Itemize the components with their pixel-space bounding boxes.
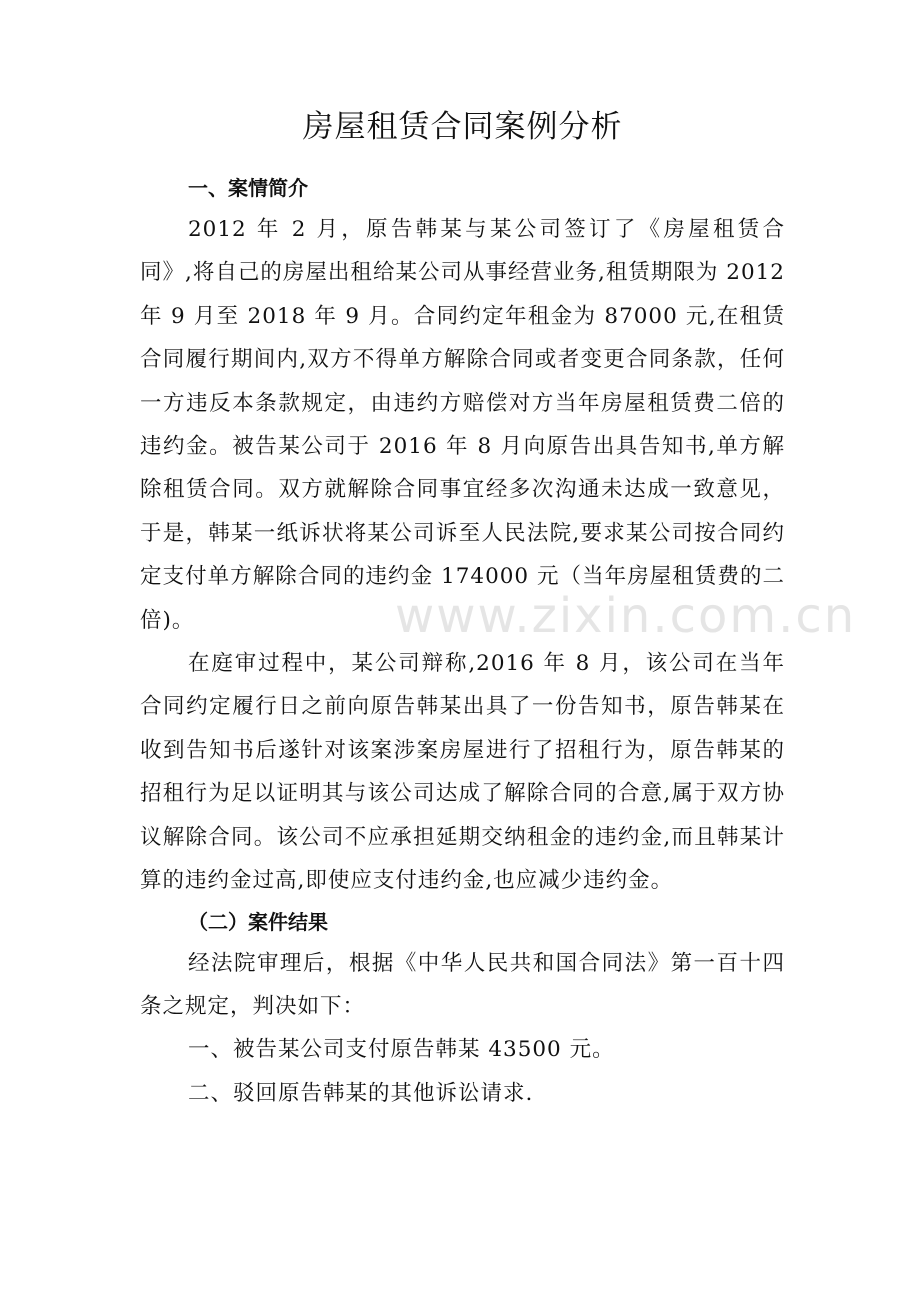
section-heading-case-summary: 一、案情简介 — [188, 176, 308, 200]
paragraph: 一、被告某公司支付原告韩某 43500 元。 — [188, 1037, 615, 1063]
document-page — [140, 100, 785, 1115]
section-heading-case-result: （二）案件结果 — [188, 909, 328, 934]
watermark: www.zixin.com.cn — [395, 588, 857, 644]
paragraph: 2012 年 2 月，原告韩某与某公司签订了《房屋租赁合同》,将自己的房屋出租给某公司从事经营业务,租赁期限为 2012 年 9 月至 2018 年 9 月。合同约定年租金为 87000 元,在租赁合同履行期间内,双方不得单方解除合同或者变更合同条款，任何一方违反本条款规定，由违约方赔偿对方当年房屋租赁费二倍的违约金。被告某公司于 2016 年 8 月向原告出具告知书,单方解除租赁合同。双方就解除合同事宜经多次沟通未达成一致意见，于是，韩某一纸诉状将某公司诉至人民法院,要求某公司按合同约定支付单方解除合同的违约金 174000 元（当年房屋租赁费的二倍)。 — [140, 217, 785, 633]
paragraph: 在庭审过程中，某公司辩称,2016 年 8 月，该公司在当年合同约定履行日之前向原告韩某出具了一份告知书，原告韩某在收到告知书后遂针对该案涉案房屋进行了招租行为，原告韩某的招租行为足以证明其与该公司达成了解除合同的合意,属于双方协议解除合同。该公司不应承担延期交纳租金的违约金,而且韩某计算的违约金过高,即使应支付违约金,也应减少违约金。 — [140, 651, 785, 894]
paragraph: 经法院审理后，根据《中华人民共和国合同法》第一百十四条之规定，判决如下： — [140, 950, 785, 1019]
document-title: 房屋租赁合同案例分析 — [302, 109, 623, 145]
paragraph: 二、驳回原告韩某的其他诉讼请求. — [188, 1080, 534, 1106]
